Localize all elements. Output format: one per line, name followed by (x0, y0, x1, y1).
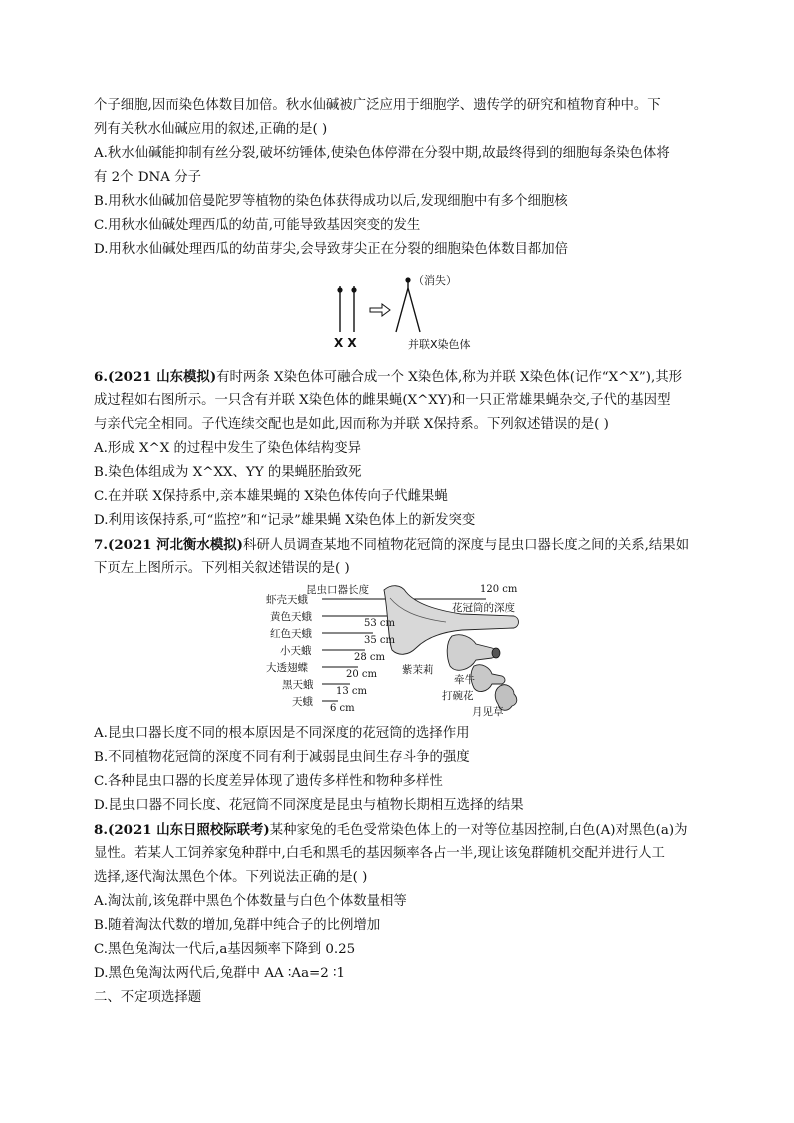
q6-source: .(2021 山东模拟) (103, 369, 217, 385)
centromere-merged (405, 277, 410, 282)
length-label-4: 28 cm (354, 652, 385, 663)
length-label-3: 35 cm (364, 635, 395, 646)
section-title: 二、不定项选择题 (94, 990, 202, 1005)
q7-option-d: D.昆虫口器不同长度、花冠筒不同深度是昆虫与植物长期相互选择的结果 (94, 798, 524, 813)
q7-line-2: 下页左上图所示。下列相关叙述错误的是( ) (94, 561, 350, 576)
q8-option-c: C.黑色兔淘汰一代后,a基因频率下降到 0.25 (94, 942, 356, 957)
morning-glory-icon (447, 635, 496, 671)
q7-number: 7 (94, 537, 104, 553)
figure1-label-attached: 并联X染色体 (408, 338, 471, 351)
figure2-header-insect: 昆虫口器长度 (306, 584, 369, 596)
length-label-7: 6 cm (330, 703, 355, 714)
intro-option-d: D.用秋水仙碱处理西瓜的幼苗芽尖,会导致芽尖正在分裂的细胞染色体数目都加倍 (94, 242, 569, 257)
q6-stem-1: 有时两条 X染色体可融合成一个 X染色体,称为并联 X染色体(记作“X^X”),其形 (216, 370, 683, 385)
flower-label-3: 打碗花 (442, 690, 474, 702)
centromere-left (337, 287, 342, 292)
insect-label-4: 小天蛾 (280, 645, 312, 657)
q8-stem-1: 某种家兔的毛色受常染色体上的一对等位基因控制,白色(A)对黑色(a)为 (269, 823, 688, 838)
intro-line-1: 个子细胞,因而染色体数目加倍。秋水仙碱被广泛应用于细胞学、遗传学的研究和植物育种中。下 (94, 98, 661, 113)
intro-option-c: C.用秋水仙碱处理西瓜的幼苗,可能导致基因突变的发生 (94, 218, 421, 233)
hollow-arrow (370, 304, 390, 316)
q8-line-2: 显性。若某人工饲养家兔种群中,白毛和黑毛的基因频率各占一半,现让该兔群随机交配并进行人工 (94, 846, 665, 861)
insect-label-2: 黄色天蛾 (270, 611, 312, 623)
q8-source: .(2021 山东日照校际联考) (103, 822, 270, 838)
flower-label-1: 紫茉莉 (402, 664, 434, 676)
q8-line-1 (94, 821, 687, 840)
q7-option-b: B.不同植物花冠筒的深度不同有利于减弱昆虫间生存斗争的强度 (94, 750, 470, 765)
centromere-right (351, 287, 356, 292)
q6-option-c: C.在并联 X保持系中,亲本雄果蝇的 X染色体传向子代雌果蝇 (94, 489, 448, 504)
length-label-6: 13 cm (336, 686, 367, 697)
q6-line-1 (94, 368, 682, 387)
figure1-label-x: X X (334, 336, 357, 350)
insect-label-6: 黑天蛾 (282, 679, 314, 691)
q6-option-d: D.利用该保持系,可“监控”和“记录”雄果蝇 X染色体上的新发突变 (94, 513, 476, 528)
intro-option-a: A.秋水仙碱能抑制有丝分裂,破坏纺锤体,使染色体停滞在分裂中期,故最终得到的细胞每条染色体将 (94, 146, 670, 161)
length-label-1: 120 cm (480, 584, 518, 595)
q8-number: 8 (94, 822, 104, 838)
q6-line-2: 成过程如右图所示。一只含有并联 X染色体的雌果蝇(X^XY)和一只正常雄果蝇杂交,子代的基因型 (94, 393, 671, 408)
q6-number: 6 (94, 369, 104, 385)
q8-option-d: D.黑色兔淘汰两代后,兔群中 AA ∶Aa=2 ∶1 (94, 966, 346, 981)
figure2-header-flower: 花冠筒的深度 (452, 602, 515, 614)
q7-option-c: C.各种昆虫口器的长度差异体现了遗传多样性和物种多样性 (94, 774, 443, 789)
length-label-5: 20 cm (346, 669, 377, 680)
q6-line-3: 与亲代完全相同。子代连续交配也是如此,因而称为并联 X保持系。下列叙述错误的是( ) (94, 417, 609, 432)
q7-stem-1: 科研人员调查某地不同植物花冠筒的深度与昆虫口器长度之间的关系,结果如 (242, 538, 690, 553)
flower-label-4: 月见草 (472, 706, 504, 718)
q7-source: .(2021 河北衡水模拟) (103, 537, 243, 553)
insect-label-3: 红色天蛾 (270, 628, 312, 640)
figure1-label-disappear: （消失） (413, 274, 457, 287)
intro-option-a-cont: 有 2个 DNA 分子 (94, 170, 201, 185)
q8-option-a: A.淘汰前,该兔群中黑色个体数量与白色个体数量相等 (94, 894, 407, 909)
intro-line-2: 列有关秋水仙碱应用的叙述,正确的是( ) (94, 122, 328, 137)
insect-label-5: 大透翅蝶 (266, 662, 308, 674)
q8-option-b: B.随着淘汰代数的增加,兔群中纯合子的比例增加 (94, 918, 381, 933)
q6-option-a: A.形成 X^X 的过程中发生了染色体结构变异 (94, 441, 361, 456)
insect-flower-figure (266, 580, 536, 720)
q6-option-b: B.染色体组成为 X^XX、YY 的果蝇胚胎致死 (94, 465, 362, 480)
intro-option-b: B.用秋水仙碱加倍曼陀罗等植物的染色体获得成功以后,发现细胞中有多个细胞核 (94, 194, 568, 209)
flower-label-2: 牵牛 (454, 674, 475, 686)
length-label-2: 53 cm (364, 618, 395, 629)
insect-label-7: 天蛾 (292, 696, 313, 708)
q7-line-1 (94, 536, 689, 555)
q8-line-3: 选择,逐代淘汰黑色个体。下列说法正确的是( ) (94, 870, 368, 885)
q7-option-a: A.昆虫口器长度不同的根本原因是不同深度的花冠筒的选择作用 (94, 726, 470, 741)
insect-label-1: 虾壳天蛾 (266, 594, 308, 606)
